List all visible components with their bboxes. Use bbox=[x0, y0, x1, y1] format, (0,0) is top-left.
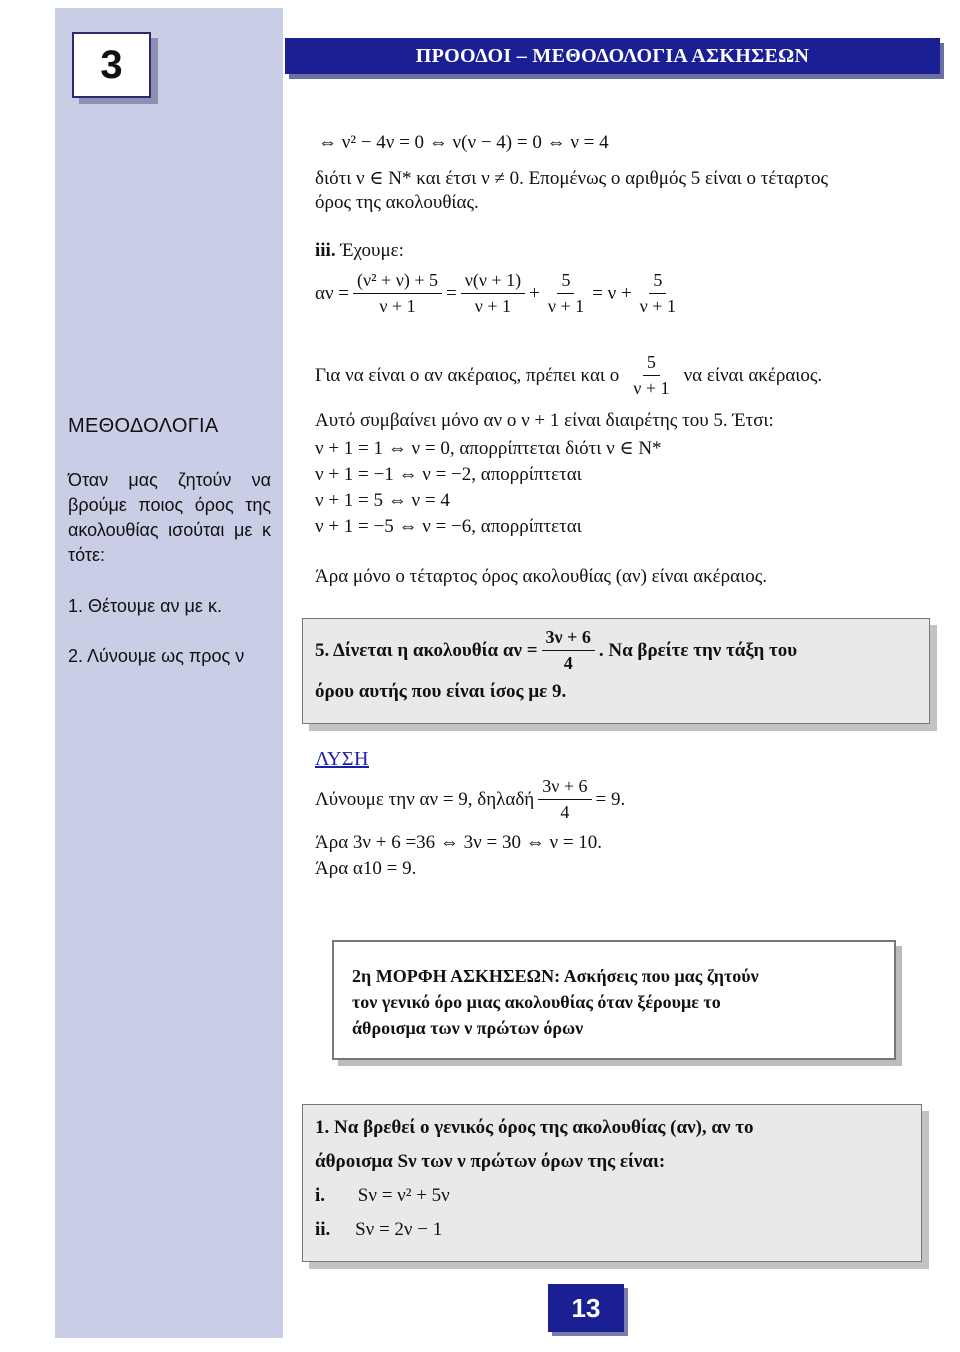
exercise-box bbox=[302, 618, 930, 724]
exercise-item bbox=[315, 1185, 450, 1207]
case-line: ν + 1 = 5 ⇔ ν = 4 bbox=[315, 490, 450, 511]
fraction bbox=[544, 270, 588, 317]
conclusion-line: Άρα μόνο ο τέταρτος όρος ακολουθίας (αν) είναι ακέραιος. bbox=[315, 566, 767, 587]
methodology-step-2: 2. Λύνουμε ως προς ν bbox=[68, 646, 245, 666]
fraction bbox=[542, 627, 595, 674]
exercise-line: άθροισμα Sν των ν πρώτων όρων της είναι: bbox=[315, 1151, 666, 1172]
text-segment: . Να βρείτε την τάξη του bbox=[598, 639, 798, 661]
fraction-numerator: 5 bbox=[649, 270, 666, 294]
case-line: ν + 1 = −5 ⇔ ν = −6, απορρίπτεται bbox=[315, 516, 582, 537]
methodology-text: Όταν μας ζητούν να βρούμε ποιος όρος της ακολουθίας ισούται με κ τότε: bbox=[68, 470, 271, 565]
fraction-equation: αν = $\frac{\text{(ν² + ν) + 5}}{\nu + 1}$ = $\frac{\nu(\nu + 1)}{\nu + 1}$ + $\frac{5}{\nu + 1}$ = ν + $\frac{5}{\nu + 1}$ bbox=[315, 270, 684, 317]
methodology-title: ΜΕΘΟΔΟΛΟΓΙΑ bbox=[68, 415, 219, 437]
methodology-step-1: 1. Θέτουμε αν με κ. bbox=[68, 596, 222, 616]
chapter-number: 3 bbox=[72, 32, 151, 98]
case-line: ν + 1 = 1 ⇔ ν = 0, απορρίπτεται διότι ν ∈ N* bbox=[315, 438, 662, 459]
fraction-denominator: 4 bbox=[563, 653, 573, 673]
exercise-line bbox=[315, 627, 797, 674]
fraction bbox=[461, 270, 525, 317]
header-title: ΠΡΟΟΔΟΙ – ΜΕΘΟΔΟΛΟΓΙΑ ΑΣΚΗΣΕΩΝ bbox=[285, 38, 940, 74]
solution-line bbox=[315, 776, 625, 823]
integer-condition-line bbox=[315, 352, 822, 399]
fraction-denominator: ν + 1 bbox=[547, 296, 585, 316]
equation-line: ⇔ ν² − 4ν = 0 ⇔ ν(ν − 4) = 0 ⇔ ν = 4 bbox=[318, 132, 609, 153]
text-segment: Για να είναι ο αν ακέραιος, πρέπει και ο bbox=[315, 364, 620, 386]
fraction bbox=[636, 270, 680, 317]
fraction-numerator: 3ν + 6 bbox=[542, 627, 595, 651]
form-line: 2η ΜΟΡΦΗ ΑΣΚΗΣΕΩΝ: Ασκήσεις που μας ζητούν bbox=[352, 966, 759, 986]
solution-line: Άρα α10 = 9. bbox=[315, 858, 417, 879]
text-line: διότι ν ∈ N* και έτσι ν ≠ 0. Επομένως ο αριθμός 5 είναι ο τέταρτος bbox=[315, 168, 829, 189]
item-label: i. bbox=[315, 1185, 326, 1206]
item-expression: Sν = ν² + 5ν bbox=[357, 1185, 450, 1206]
text-segment: Λύνουμε την αν = 9, δηλαδή bbox=[315, 788, 535, 810]
fraction bbox=[353, 270, 442, 317]
exercise-box bbox=[302, 1104, 922, 1262]
solution-line: Άρα 3ν + 6 =36 ⇔ 3ν = 30 ⇔ ν = 10. bbox=[315, 832, 603, 853]
case-line: ν + 1 = −1 ⇔ ν = −2, απορρίπτεται bbox=[315, 464, 582, 485]
exercise-item bbox=[315, 1219, 442, 1241]
page-number: 13 bbox=[548, 1284, 624, 1332]
part-label: iii. bbox=[315, 240, 336, 261]
fraction-numerator: 5 bbox=[557, 270, 574, 294]
text-segment: 5. Δίνεται η ακολουθία αν = bbox=[315, 639, 538, 661]
fraction-denominator: 4 bbox=[560, 802, 570, 822]
fraction-numerator: 3ν + 6 bbox=[538, 776, 591, 800]
item-label: ii. bbox=[315, 1219, 331, 1240]
form-box bbox=[332, 940, 896, 1060]
fraction-numerator: (ν² + ν) + 5 bbox=[353, 270, 442, 294]
solution-label: ΛΥΣΗ bbox=[315, 748, 369, 770]
text-segment: = 9. bbox=[595, 788, 626, 810]
form-line: άθροισμα των ν πρώτων όρων bbox=[352, 1018, 584, 1038]
text-line: Αυτό συμβαίνει μόνο αν ο ν + 1 είναι διαιρέτης του 5. Έτσι: bbox=[315, 410, 774, 431]
fraction bbox=[629, 352, 673, 399]
fraction-denominator: ν + 1 bbox=[379, 296, 416, 316]
exercise-line: όρου αυτής που είναι ίσος με 9. bbox=[315, 681, 567, 702]
fraction bbox=[538, 776, 591, 823]
item-expression: Sν = 2ν − 1 bbox=[355, 1219, 443, 1240]
fraction-denominator: ν + 1 bbox=[633, 378, 670, 398]
part-iii-heading bbox=[315, 240, 404, 262]
fraction-numerator: ν(ν + 1) bbox=[461, 270, 525, 294]
exercise-line: 1. Να βρεθεί ο γενικός όρος της ακολουθίας (αν), αν το bbox=[315, 1117, 754, 1138]
equation-lhs: αν = bbox=[315, 282, 350, 304]
fraction-denominator: ν + 1 bbox=[474, 296, 512, 316]
part-text: Έχουμε: bbox=[340, 240, 404, 261]
fraction-denominator: ν + 1 bbox=[639, 296, 676, 316]
form-line: τον γενικό όρο μιας ακολουθίας όταν ξέρουμε το bbox=[352, 992, 721, 1012]
sidebar-panel bbox=[55, 8, 283, 1338]
text-segment: να είναι ακέραιος. bbox=[683, 364, 823, 386]
fraction-numerator: 5 bbox=[643, 352, 660, 376]
text-line: όρος της ακολουθίας. bbox=[315, 192, 479, 213]
